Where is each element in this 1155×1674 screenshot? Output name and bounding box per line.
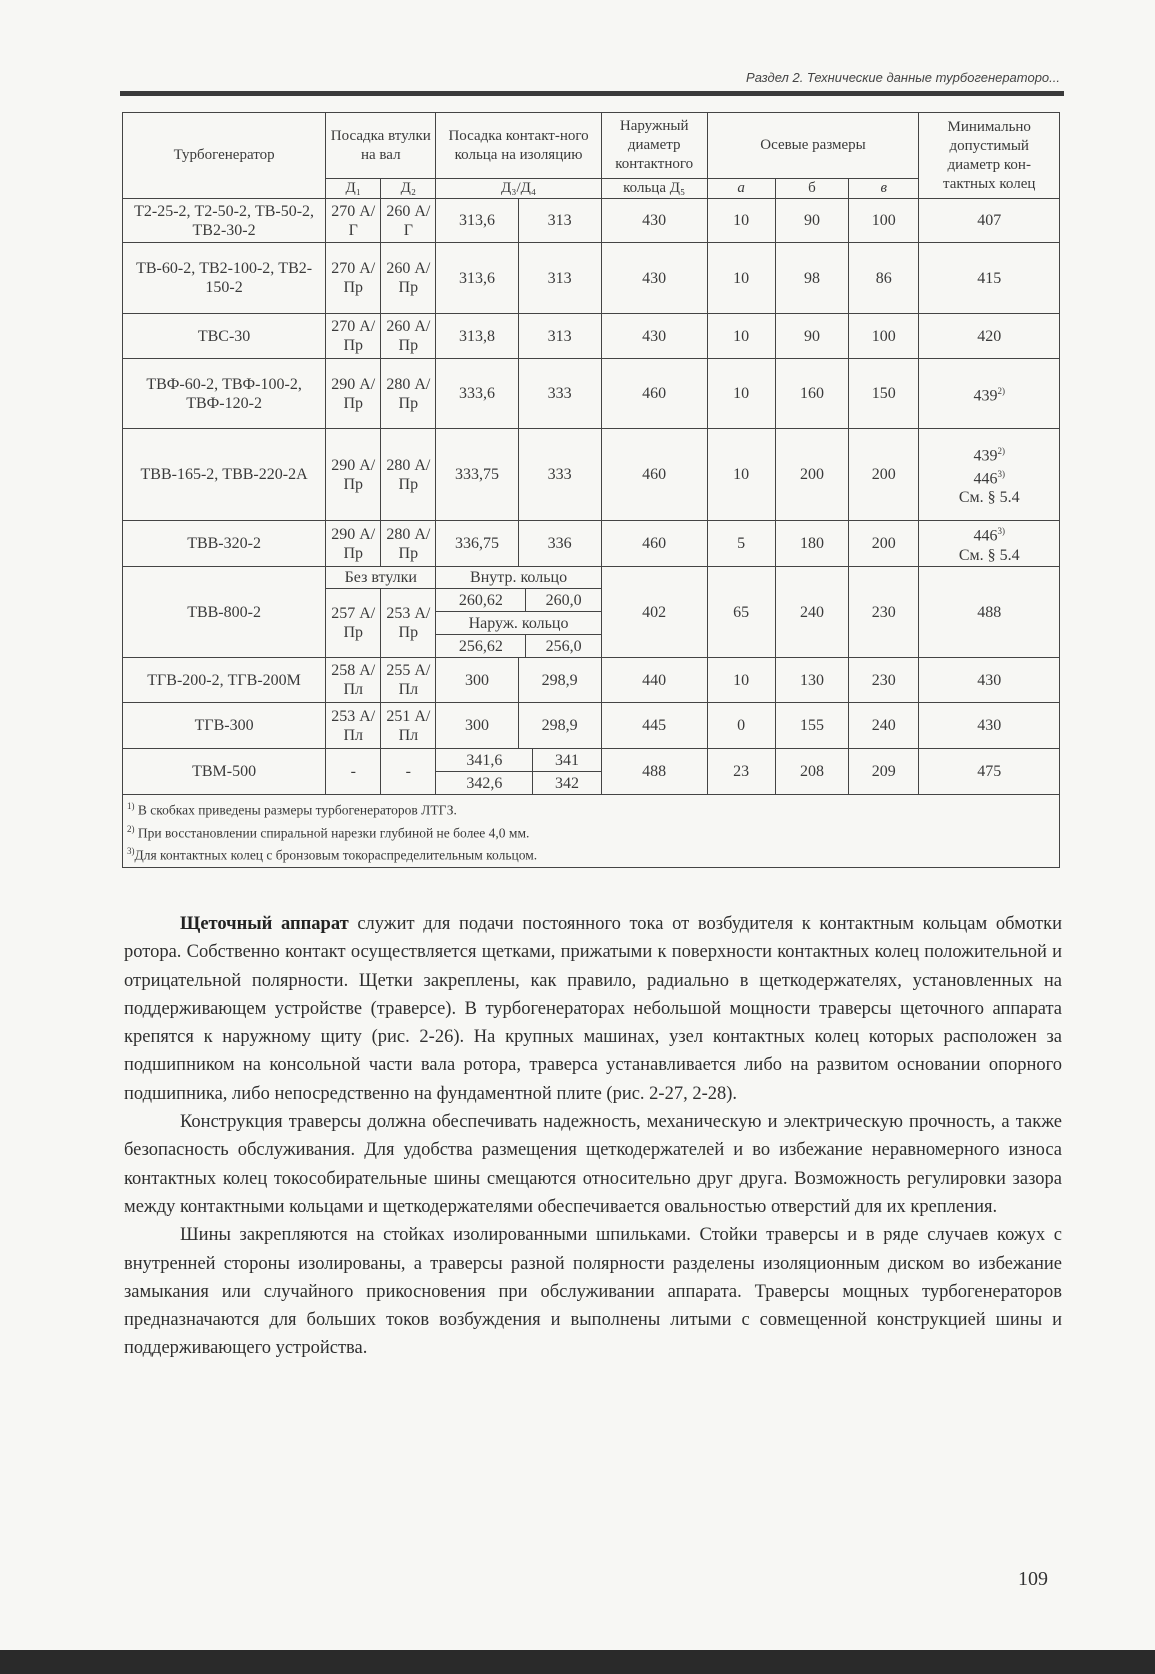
header-turbogen: Турбогенератор	[123, 113, 326, 199]
table-row	[123, 658, 1060, 703]
cell-d2: 251 А/Пл	[381, 703, 436, 749]
cell-d4: 333	[518, 429, 601, 521]
cell-name: ТВФ-60-2, ТВФ-100-2, ТВФ-120-2	[123, 359, 326, 429]
footnote-mark: 3)	[127, 846, 135, 856]
table-footnotes	[123, 795, 1060, 868]
cell-a: 23	[707, 749, 775, 795]
min-value: 439	[973, 387, 998, 405]
cell-min: 415	[919, 243, 1060, 314]
cell-ring-values	[436, 589, 601, 658]
footnote-text: При восстановлении спиральной нарезки глубиной не более 4,0 мм.	[134, 825, 530, 840]
cell-d2: 280 А/Пр	[381, 429, 436, 521]
cell-d2: 280 А/Пр	[381, 359, 436, 429]
inner-d3: 260,62	[436, 589, 526, 612]
cell-b: 240	[775, 567, 848, 658]
cell-d2: 253 А/Пр	[381, 589, 436, 658]
outer-d4: 256,0	[526, 635, 601, 658]
cell-d1: 258 А/Пл	[326, 658, 381, 703]
cell-a: 5	[707, 521, 775, 567]
min-line	[921, 442, 1057, 465]
table-row	[123, 243, 1060, 314]
cell-a: 65	[707, 567, 775, 658]
cell-d1: 270 А/Г	[326, 199, 381, 243]
cell-d2: -	[381, 749, 436, 795]
scan-edge	[0, 1650, 1155, 1674]
cell-min: 475	[919, 749, 1060, 795]
cell-d4: 313	[518, 314, 601, 359]
paragraph: Шины закрепляются на стойках изолированными шпильками. Стойки траверсы и в ряде случаев кожух с внутренней стороны изолированы, а траверсы разной полярности разделены изоляционным диском во избежание замыкания или случайного прикосновения при обслуживании аппарата. Траверсы мощных турбогенераторов предназначаются для больших токов возбуждения и выполнены литыми с совмещенной конструкцией шины и поддерживающего устройства.	[124, 1225, 1062, 1359]
cell-v: 230	[849, 567, 919, 658]
cell-name: ТВС-30	[123, 314, 326, 359]
cell-d4: 298,9	[518, 703, 601, 749]
cell-min: 420	[919, 314, 1060, 359]
paragraph: Конструкция траверсы должна обеспечивать надежность, механическую и электрическую прочность, а также безопасность обслуживания. Для удобства размещения щеткодержателей и во избежание неравномерного износа контактных колец токособирательные шины смещаются относительно друг друга. Возможность регулировки зазора между контактными кольцами и щеткодержателями обеспечивается овальностью отверстий для их крепления.	[124, 1112, 1062, 1217]
body-text	[124, 910, 1062, 1363]
header-v: в	[849, 179, 919, 199]
cell-name: ТВВ-800-2	[123, 567, 326, 658]
cell-b: 98	[775, 243, 848, 314]
cell-d2: 260 А/Пр	[381, 243, 436, 314]
cell-a: 10	[707, 429, 775, 521]
footnote-text: Для контактных колец с бронзовым токораспределительным кольцом.	[134, 847, 538, 863]
cell-v: 230	[849, 658, 919, 703]
table-footnotes-row	[123, 795, 1060, 868]
footnote-text: В скобках приведены размеры турбогенераторов ЛТГЗ.	[134, 802, 457, 818]
cell-b: 180	[775, 521, 848, 567]
cell-v: 100	[849, 199, 919, 243]
header-outer: Наружный диаметр контактного	[601, 113, 707, 179]
cell-d1: 290 А/Пр	[326, 521, 381, 567]
cell-b: 200	[775, 429, 848, 521]
min-value: 439	[973, 447, 998, 464]
cell-d2: 260 А/Пр	[381, 314, 436, 359]
cell-d3: 333,6	[436, 359, 518, 429]
cell-b: 208	[775, 749, 848, 795]
cell-d1: 290 А/Пр	[326, 359, 381, 429]
cell-min	[919, 521, 1060, 567]
cell-d1: 290 А/Пр	[326, 429, 381, 521]
cell-d5: 402	[601, 567, 707, 658]
cell-d5: 460	[601, 521, 707, 567]
table-row	[123, 703, 1060, 749]
term-bold: Щеточный аппарат	[180, 914, 349, 934]
cell-d5: 430	[601, 243, 707, 314]
min-line	[921, 522, 1057, 545]
cell-d4: 336	[518, 521, 601, 567]
cell-name: ТВВ-165-2, ТВВ-220-2А	[123, 429, 326, 521]
cell-v: 150	[849, 359, 919, 429]
cell-d3: 333,75	[436, 429, 518, 521]
min-line	[921, 465, 1057, 488]
page-number: 109	[1018, 1568, 1048, 1590]
cell-a: 10	[707, 243, 775, 314]
cell-d1: -	[326, 749, 381, 795]
table-row	[123, 749, 1060, 795]
cell-d2: 255 А/Пл	[381, 658, 436, 703]
cell-d4: 298,9	[518, 658, 601, 703]
cell-d5: 445	[601, 703, 707, 749]
min-line	[921, 488, 1057, 507]
header-rule	[120, 91, 1064, 96]
d4-line-1: 341	[533, 749, 601, 772]
cell-min: 430	[919, 658, 1060, 703]
cell-min	[919, 359, 1060, 429]
footnote	[127, 820, 1055, 843]
footnote-mark: 1)	[127, 801, 135, 811]
cell-v: 209	[849, 749, 919, 795]
d4-line-2: 342	[533, 772, 601, 795]
cell-d3: 300	[436, 703, 518, 749]
cell-v: 100	[849, 314, 919, 359]
cell-d2: 280 А/Пр	[381, 521, 436, 567]
cell-a: 10	[707, 199, 775, 243]
cell-d3: 313,6	[436, 199, 518, 243]
cell-name: ТГВ-200-2, ТГВ-200М	[123, 658, 326, 703]
cell-min: 488	[919, 567, 1060, 658]
min-value: 446	[973, 527, 998, 545]
cell-min: 430	[919, 703, 1060, 749]
min-value: 446	[973, 470, 998, 488]
header-axial: Осевые размеры	[707, 113, 919, 179]
ring-values-subtable	[436, 589, 600, 657]
cell-v: 86	[849, 243, 919, 314]
header-b: б	[775, 179, 848, 199]
paragraph-text: служит для подачи постоянного тока от возбудителя к контактным кольцам обмотки ротора. Собственно контакт осуществляется щетками, прижатыми к поверхности контактных колец положительной и отрицательной полярности. Щетки закреплены, как правило, радиально в щеткодержателях, установленных на поддерживающем устройстве (траверсе). В турбогенераторах небольшой мощности траверсы щеточного аппарата крепятся к наружному щиту (рис. 2-26). На крупных машинах, узел контактных колец которых расположен за подшипником на консольной части вала ротора, траверса устанавливается либо на развитом основании опорного подшипника, либо непосредственно на фундаментной плите (рис. 2-27, 2-28).	[124, 914, 1062, 1104]
header-d1: Д₁	[326, 179, 381, 199]
ring-values-subtable	[436, 749, 600, 794]
footnote	[127, 842, 1055, 865]
cell-name: ТГВ-300	[123, 703, 326, 749]
cell-d1: 257 А/Пр	[326, 589, 381, 658]
table-row	[123, 359, 1060, 429]
cell-min: 407	[919, 199, 1060, 243]
cell-d5: 488	[601, 749, 707, 795]
cell-name: ТВМ-500	[123, 749, 326, 795]
header-d34: Д₃/Д₄	[436, 179, 601, 199]
d3-line-2: 342,6	[466, 774, 503, 792]
cell-d3: 313,8	[436, 314, 518, 359]
header-ring: Посадка контакт-ного кольца на изоляцию	[436, 113, 601, 179]
cell-d2: 260 А/Г	[381, 199, 436, 243]
cell-inner-label: Внутр. кольцо	[436, 567, 601, 589]
cell-name: Т2-25-2, Т2-50-2, ТВ-50-2, ТВ2-30-2	[123, 199, 326, 243]
running-header: Раздел 2. Технические данные турбогенераторо...	[746, 70, 1060, 85]
d3-line-1: 341,6	[436, 749, 532, 772]
cell-d3: 336,75	[436, 521, 518, 567]
cell-no-sleeve: Без втулки	[326, 567, 436, 589]
min-line	[921, 546, 1057, 565]
table-row	[123, 429, 1060, 521]
cell-d4: 313	[518, 243, 601, 314]
table-row	[123, 314, 1060, 359]
footnote-mark: 3)	[997, 526, 1005, 537]
cell-b: 155	[775, 703, 848, 749]
footnote	[127, 797, 1055, 820]
header-sleeve: Посадка втулки на вал	[326, 113, 436, 179]
cell-d1: 270 А/Пр	[326, 314, 381, 359]
cell-d1: 270 А/Пр	[326, 243, 381, 314]
footnote-mark: 3)	[997, 469, 1005, 479]
cell-name: ТВВ-320-2	[123, 521, 326, 567]
footnote-mark: 2)	[127, 823, 135, 834]
min-reference: См. § 5.4	[958, 546, 1020, 564]
turbogenerator-table	[122, 112, 1060, 868]
cell-min	[919, 429, 1060, 521]
cell-a: 10	[707, 314, 775, 359]
table-row	[123, 567, 1060, 589]
cell-d5: 430	[601, 314, 707, 359]
cell-d1: 253 А/Пл	[326, 703, 381, 749]
cell-v: 200	[849, 521, 919, 567]
cell-d4: 333	[518, 359, 601, 429]
cell-v: 200	[849, 429, 919, 521]
footnote-mark: 2)	[997, 445, 1005, 456]
header-min: Минимально допустимый диаметр кон-тактных колец	[919, 113, 1060, 199]
outer-label: Наруж. кольцо	[436, 612, 600, 635]
cell-b: 160	[775, 359, 848, 429]
cell-d5: 440	[601, 658, 707, 703]
cell-b: 90	[775, 199, 848, 243]
cell-d5: 430	[601, 199, 707, 243]
outer-d3: 256,62	[458, 637, 503, 655]
footnote-mark: 2)	[997, 385, 1005, 396]
table-row	[123, 521, 1060, 567]
cell-d3: 313,6	[436, 243, 518, 314]
min-reference: См. § 5.4	[958, 489, 1020, 507]
cell-a: 10	[707, 658, 775, 703]
cell-b: 90	[775, 314, 848, 359]
table-row	[123, 199, 1060, 243]
inner-d4: 260,0	[526, 589, 601, 612]
cell-name: ТВ-60-2, ТВ2-100-2, ТВ2-150-2	[123, 243, 326, 314]
header-a: а	[707, 179, 775, 199]
cell-d5: 460	[601, 359, 707, 429]
cell-b: 130	[775, 658, 848, 703]
paragraph	[124, 910, 1062, 1108]
cell-ring-values	[436, 749, 601, 795]
cell-d5: 460	[601, 429, 707, 521]
cell-d3: 300	[436, 658, 518, 703]
cell-v: 240	[849, 703, 919, 749]
cell-d4: 313	[518, 199, 601, 243]
cell-a: 0	[707, 703, 775, 749]
header-d2: Д₂	[381, 179, 436, 199]
cell-a: 10	[707, 359, 775, 429]
header-d5: кольца Д₅	[601, 179, 707, 199]
